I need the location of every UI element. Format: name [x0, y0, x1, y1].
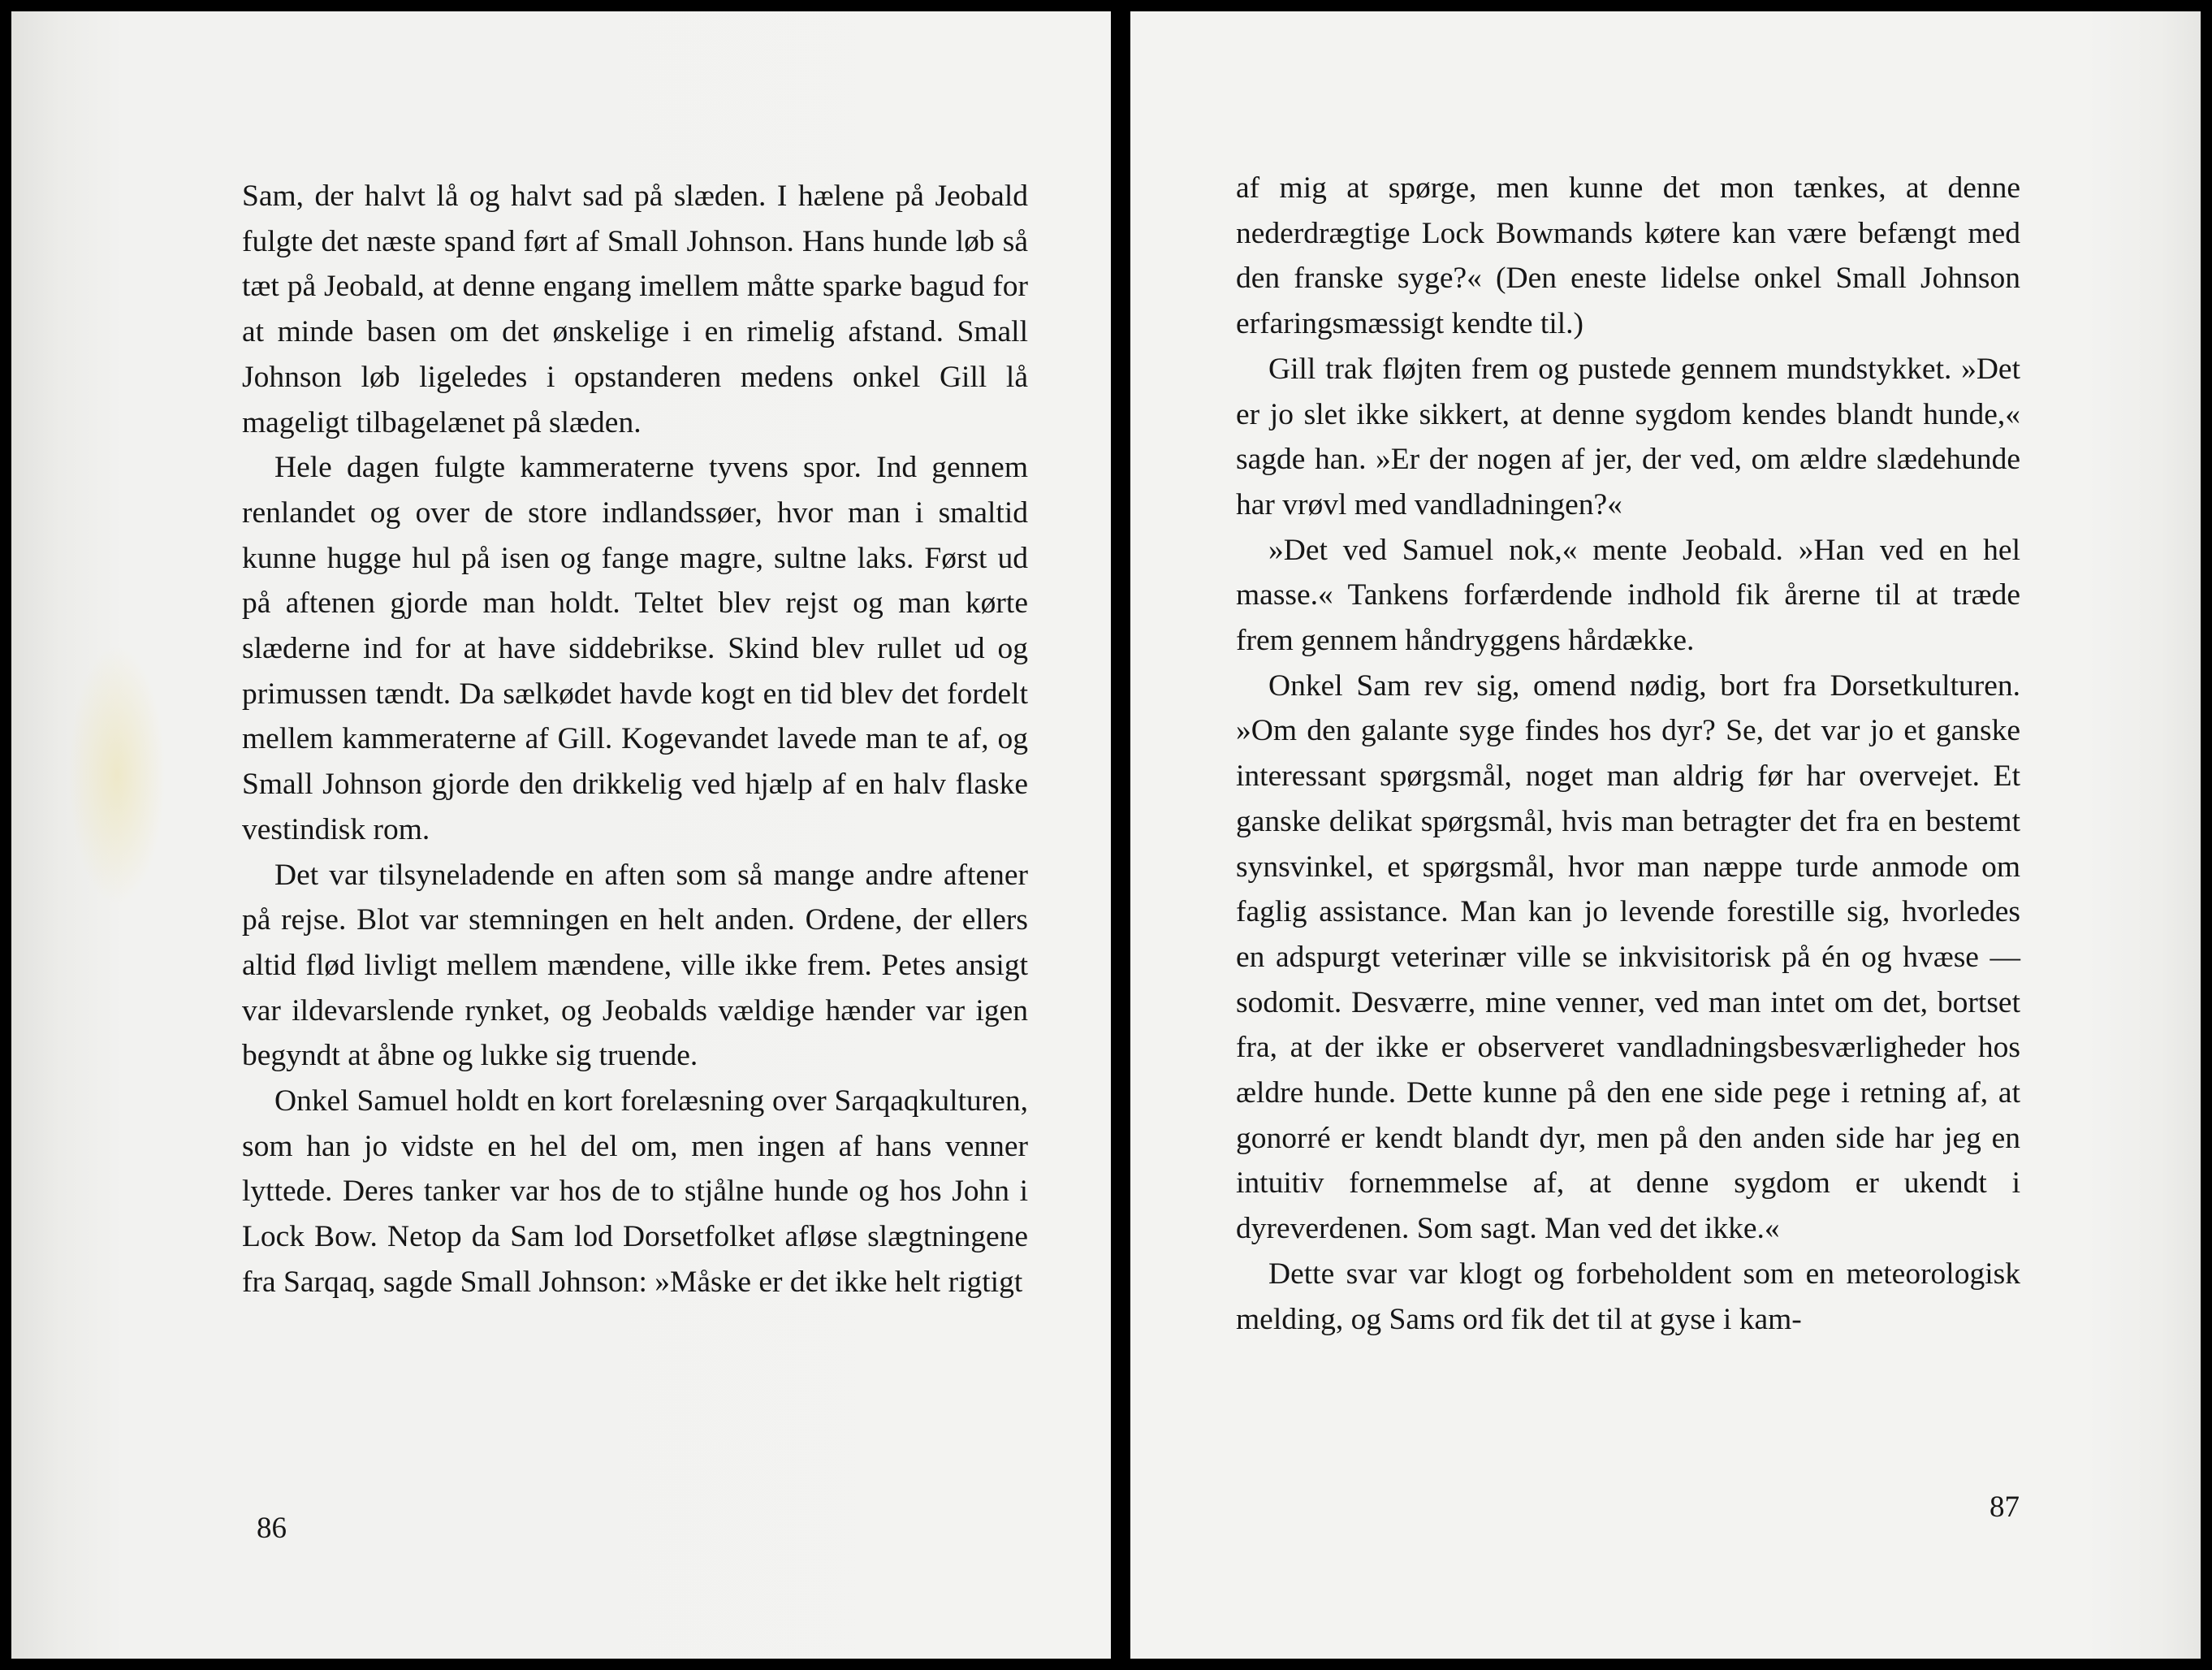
paragraph: Hele dagen fulgte kammeraterne tyvens spor. Ind gennem renlandet og over de store indlandssøer, hvor man i smaltid kunne hugge hul på isen og fange magre, sultne laks. Først ud på aftenen gjorde man holdt. Teltet blev rejst og man kørte slæderne ind for at have siddebrikse. Skind blev rullet ud og primussen tændt. Da sælkødet havde kogt en tid blev det fordelt mellem kammeraterne af Gill. Kogevandet lavede man te af, og Small Johnson gjorde den drikkelig ved hjælp af en halv flaske vestindisk rom.	[242, 451, 1028, 846]
left-page	[11, 11, 1111, 1659]
paragraph: Det var tilsyneladende en aften som så mange andre aftener på rejse. Blot var stemningen en helt anden. Ordene, der ellers altid flød livligt mellem mændene, ville ikke frem. Petes ansigt var ildevarslende rynket, og Jeobalds vældige hænder var igen begyndt at åbne og lukke sig truende.	[242, 858, 1028, 1073]
paragraph: »Det ved Samuel nok,« mente Jeobald. »Han ved en hel masse.« Tankens forfærdende indhold fik årerne til at træde frem gennem håndryggens hårdække.	[1236, 533, 2020, 658]
page-number-right: 87	[1990, 1490, 2020, 1524]
paragraph: Onkel Sam rev sig, omend nødig, bort fra Dorsetkulturen. »Om den galante syge findes hos dyr? Se, det var jo et ganske interessant spørgsmål, noget man aldrig før har overvejet. Et ganske delikat spørgsmål, hvis man betragter det fra en bestemt synsvinkel, et spørgsmål, hvor man næppe turde anmode om faglig assistance. Man kan jo levende forestille sig, hvorledes en adspurgt veterinær ville se inkvisitorisk på én og hvæse — sodomit. Desværre, mine venner, ved man intet om det, bortset fra, at der ikke er observeret vandladningsbesværligheder hos ældre hunde. Dette kunne på den ene side pege i retning af, at gonorré er kendt blandt dyr, men på den anden side har jeg en intuitiv fornemmelse af, at denne sygdom er ukendt i dyreverdenen. Som sagt. Man ved det ikke.«	[1236, 668, 2020, 1246]
right-page	[1130, 11, 2201, 1659]
right-page-text	[1236, 166, 2020, 1342]
paragraph: Dette svar var klogt og forbeholdent som en meteorologisk melding, og Sams ord fik det til at gyse i kam-	[1236, 1257, 2020, 1336]
left-page-text	[242, 174, 1028, 1305]
paragraph: Gill trak fløjten frem og pustede gennem mundstykket. »Det er jo slet ikke sikkert, at denne sygdom kendes blandt hunde,« sagde han. »Er der nogen af jer, der ved, om ældre slædehunde har vrøvl med vandladningen?«	[1236, 352, 2020, 521]
paragraph: Onkel Samuel holdt en kort forelæsning over Sarqaqkulturen, som han jo vidste en hel del om, men ingen af hans venner lyttede. Deres tanker var hos de to stjålne hunde og hos John i Lock Bow. Netop da Sam lod Dorsetfolket afløse slægtningene fra Sarqaq, sagde Small Johnson: »Måske er det ikke helt rigtigt	[242, 1084, 1028, 1299]
page-smudge	[68, 645, 166, 905]
paragraph: Sam, der halvt lå og halvt sad på slæden. I hælene på Jeobald fulgte det næste spand ført af Small Johnson. Hans hunde løb så tæt på Jeobald, at denne engang imellem måtte sparke bagud for at minde basen om det ønskelige i en rimelig afstand. Small Johnson løb ligeledes i opstanderen medens onkel Gill lå mageligt tilbagelænet på slæden.	[242, 180, 1028, 439]
page-number-left: 86	[257, 1512, 287, 1545]
paragraph: af mig at spørge, men kunne det mon tænkes, at denne nederdrægtige Lock Bowmands køtere kan være befængt med den franske syge?« (Den eneste lidelse onkel Small Johnson erfaringsmæssigt kendte til.)	[1236, 171, 2020, 341]
